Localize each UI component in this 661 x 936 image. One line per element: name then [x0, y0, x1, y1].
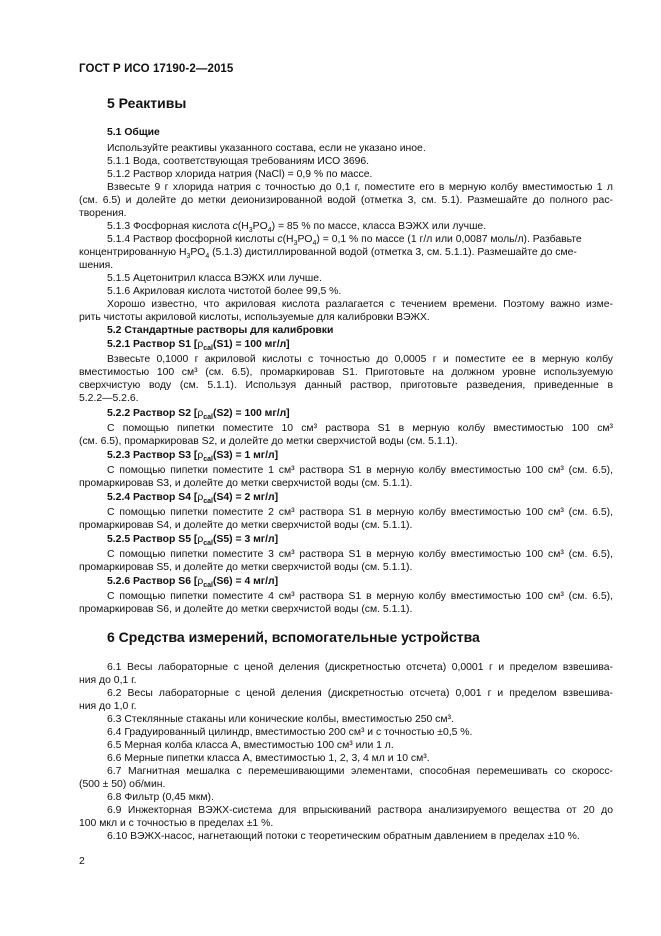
paragraph-line: 6.5 Мерная колба класса А, вместимостью 100 см³ или 1 л. — [107, 740, 394, 751]
paragraph-line: 5.2.2—5.2.6. — [79, 393, 139, 404]
paragraph-line: Взвесьте 0,1000 г акриловой кислоты с точностью до 0,0005 г и поместите ее в мерную колбу — [107, 354, 613, 365]
paragraph-line: 100 мкл и с точностью в пределах ±1 %. — [79, 818, 274, 829]
paragraph-line: С помощью пипетки поместите 2 см³ раствора S1 в мерную колбу вместимостью 100 см³ (см. 6.5), — [107, 507, 613, 518]
subsection-5-2-title: 5.2 Стандартные растворы для калибровки — [107, 325, 334, 336]
document-header: ГОСТ Р ИСО 17190-2—2015 — [79, 63, 234, 75]
paragraph-line: 6.2 Весы лабораторные с ценой деления (дискретностью отсчета) 0,001 г и пределом взвешива- — [107, 688, 613, 699]
section-6-title: 6 Средства измерений, вспомогательные устройства — [107, 629, 480, 645]
paragraph-line: промаркировав S4, и долейте до метки сверхчистой воды (см. 5.1.1). — [79, 520, 413, 531]
paragraph-line: Используйте реактивы указанного состава, если не указано иное. — [107, 143, 426, 154]
paragraph-line: творения. — [79, 208, 127, 219]
paragraph-line: концентрированную $H_3PO_4$ (5.1.3) дистиллированной водой (отметка 3, см. 5.1.1). Размешайте до сме- — [79, 247, 577, 261]
paragraph-line: 5.1.2 Раствор хлорида натрия (NaCl) = 0,9 % по массе. — [107, 169, 373, 180]
paragraph-line: Хорошо известно, что акриловая кислота разлагается с течением времени. Поэтому важно изме- — [107, 299, 613, 310]
subsection-5-2-4-title: 5.2.4 Раствор S4 [$\rho_{cal}(S4) = 2$ мг/л] — [107, 492, 279, 506]
paragraph-line: Взвесьте 9 г хлорида натрия с точностью до 0,1 г, поместите его в мерную колбу вместимостью 1 л — [107, 182, 613, 193]
paragraph-line: вместимостью 100 см³ (см. 6.5), промаркировав S1. Приготовьте на должном уровне используемую — [79, 367, 613, 378]
subsection-5-2-6-title: 5.2.6 Раствор S6 [$\rho_{cal}(S6) = 4$ мг/л] — [107, 576, 279, 590]
subsection-5-2-5-title: 5.2.5 Раствор S5 [$\rho_{cal}(S5) = 3$ мг/л] — [107, 534, 279, 548]
paragraph-line-5-1-3: 5.1.3 Фосфорная кислота $c(H_3PO_4) = 85$ % по массе, класса ВЭЖХ или лучше. — [107, 221, 487, 235]
paragraph-line: С помощью пипетки поместите 10 см³ раствора S1 в мерную колбу вместимостью 100 см³ — [107, 423, 613, 434]
paragraph-line: 5.1.6 Акриловая кислота чистотой более 99,5 %. — [107, 286, 342, 297]
paragraph-line: 6.3 Стеклянные стаканы или конические колбы, вместимостью 250 см³. — [107, 714, 454, 725]
subsection-5-2-3-title: 5.2.3 Раствор S3 [$\rho_{cal}(S3) = 1$ мг/л] — [107, 450, 279, 464]
paragraph-line: С помощью пипетки поместите 4 см³ раствора S1 в мерную колбу вместимостью 100 см³ (см. 6.5), — [107, 591, 613, 602]
paragraph-line: сверхчистую воду (см. 5.1.1). Используя данный раствор, приготовьте разведения, приведенные в — [79, 380, 613, 391]
section-5-title: 5 Реактивы — [107, 95, 187, 111]
paragraph-line: промаркировав S3, и долейте до метки сверхчистой воды (см. 5.1.1). — [79, 478, 413, 489]
paragraph-line: (500 ± 50) об/мин. — [79, 779, 166, 790]
paragraph-line: 6.6 Мерные пипетки класса А, вместимостью 1, 2, 3, 4 мл и 10 см³. — [107, 753, 430, 764]
paragraph-line: 5.1.1 Вода, соответствующая требованиям ИСО 3696. — [107, 156, 370, 167]
paragraph-line: 6.8 Фильтр (0,45 мкм). — [107, 792, 214, 803]
paragraph-line: (см. 6.5), промаркировав S2, и долейте до метки сверхчистой воды (см. 5.1.1). — [79, 436, 458, 447]
subsection-5-2-1-title: 5.2.1 Раствор S1 [$\rho_{cal}(S1) = 100$ мг/л] — [107, 339, 290, 353]
paragraph-line: ния до 1,0 г. — [79, 701, 137, 712]
paragraph-line: С помощью пипетки поместите 1 см³ раствора S1 в мерную колбу вместимостью 100 см³ (см. 6.5), — [107, 465, 613, 476]
paragraph-line: 6.10 ВЭЖХ-насос, нагнетающий потоки с теоретическим обратным давлением в пределах ±10 %. — [107, 831, 580, 842]
subsection-5-1-title: 5.1 Общие — [107, 127, 160, 138]
paragraph-line-5-1-4: 5.1.4 Раствор фосфорной кислоты $c(H_3PO_4) = 0,1$ % по массе (1 г/л или 0,0087 моль/л). Разбавьте — [107, 234, 582, 248]
subsection-5-2-2-title: 5.2.2 Раствор S2 [$\rho_{cal}(S2) = 100$ мг/л] — [107, 408, 290, 422]
paragraph-line: ния до 0,1 г. — [79, 675, 137, 686]
paragraph-line: (см. 6.5) и долейте до метки деионизированной водой (отметка 3, см. 5.1). Размешайте до полного рас- — [79, 195, 613, 206]
page-number: 2 — [79, 856, 85, 867]
paragraph-line: промаркировав S6, и долейте до метки сверхчистой воды (см. 5.1.1). — [79, 604, 413, 615]
paragraph-line: 6.4 Градуированный цилиндр, вместимостью 200 см³ и с точностью ±0,5 %. — [107, 727, 473, 738]
paragraph-line: рить чистоты акриловой кислоты, используемые для калибровки ВЭЖХ. — [79, 312, 430, 323]
paragraph-line: 6.9 Инжекторная ВЭЖХ-система для впрыскиваний раствора анализируемого вещества от 20 до — [107, 805, 613, 816]
paragraph-line: С помощью пипетки поместите 3 см³ раствора S1 в мерную колбу вместимостью 100 см³ (см. 6.5), — [107, 549, 613, 560]
paragraph-line: промаркировав S5, и долейте до метки сверхчистой воды (см. 5.1.1). — [79, 562, 413, 573]
paragraph-line: 6.7 Магнитная мешалка с перемешивающими элементами, способная перемешивать со скоросс- — [107, 766, 613, 777]
paragraph-line: 6.1 Весы лабораторные с ценой деления (дискретностью отсчета) 0,0001 г и пределом взвешива- — [107, 662, 613, 673]
paragraph-line: шения. — [79, 260, 114, 271]
paragraph-line: 5.1.5 Ацетонитрил класса ВЭЖХ или лучше. — [107, 273, 322, 284]
